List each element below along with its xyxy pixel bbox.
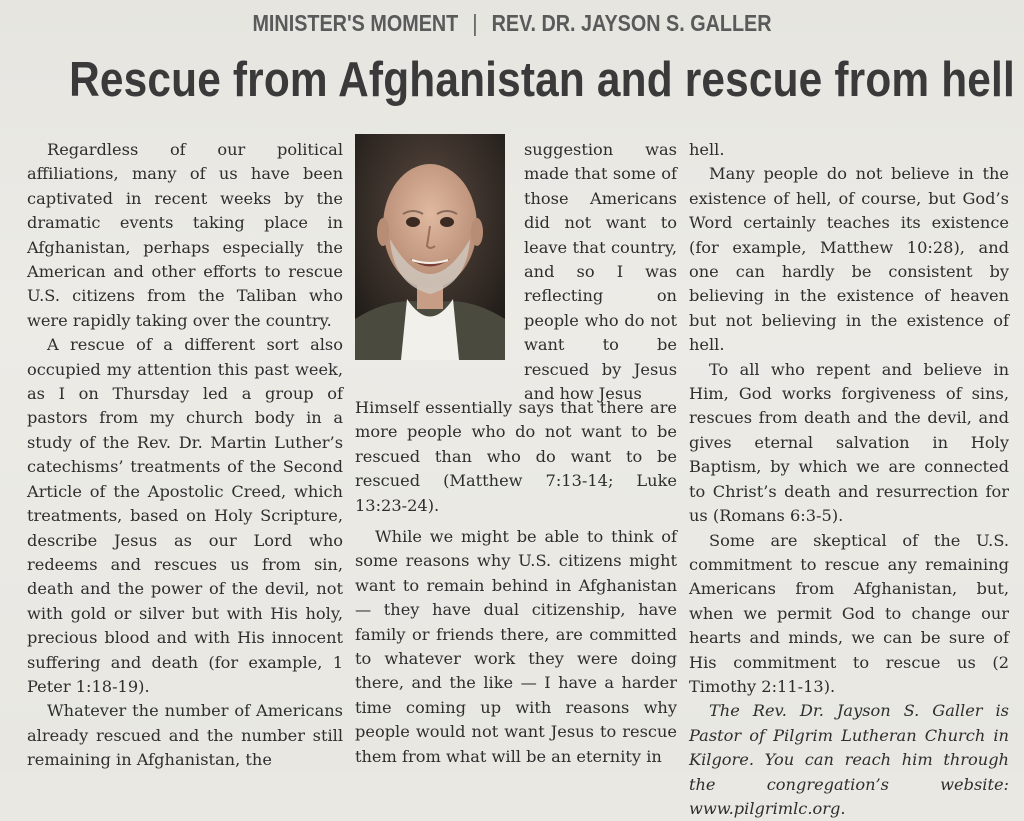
article-column-3 xyxy=(689,138,1009,821)
column-kicker xyxy=(72,10,953,37)
paragraph: Himself essentially says that there are more people who do not want to be rescued than who do want to be rescued (Matthew 7:13-14; Luke 13:23-24). xyxy=(355,398,677,515)
author-photo xyxy=(355,134,505,360)
article-column-1 xyxy=(27,138,343,773)
paragraph: Many people do not believe in the existence of hell, of course, but God’s Word certainly teaches its existence (for example, Matthew 10:28), and one can hardly be consistent by believing in the existence of heaven but not believing in the existence of hell. xyxy=(689,164,1009,355)
paragraph: hell. xyxy=(689,140,725,159)
paragraph: To all who repent and believe in Him, God works forgiveness of sins, rescues from death and the devil, and gives eternal salvation in Holy Baptism, by which we are connected to Christ’s death and resurrection for us (Romans 6:3-5). xyxy=(689,359,1009,526)
paragraph: A rescue of a different sort also occupied my attention this past week, as I on Thursday led a group of pastors from my church body in a study of the Rev. Dr. Martin Luther’s catechisms’ treatments of the Second Article of the Apostolic Creed, which treatments, based on Holy Scripture, describe Jesus as our Lord who redeems and rescues us from sin, death and the power of the devil, not with gold or silver but with His holy, precious blood and with His innocent suffering and death (for example, 1 Peter 1:18-19). xyxy=(27,335,343,696)
paragraph: While we might be able to think of some reasons why U.S. citizens might want to remain behind in Afghanistan — they have dual citizenship, have family or friends there, are committed to whatever work they were doing there, and the like — I have a harder time coming up with reasons why people would not want Jesus to rescue them from what will be an eternity in xyxy=(355,527,677,766)
paragraph: Some are skeptical of the U.S. commitment to rescue any remaining Americans from Afghanistan, but, when we permit God to change our hearts and minds, we can be sure of His commitment to rescue us (2 Timothy 2:11-13). xyxy=(689,530,1009,696)
article-headline: Rescue from Afghanistan and rescue from hell xyxy=(69,53,1015,107)
author-portrait-image xyxy=(355,134,505,360)
article-column-2 xyxy=(355,396,677,769)
column-2-wrap-text xyxy=(524,138,677,406)
paragraph: suggestion was made that some of those Americans did not want to leave that country, and so I was reflecting on people who do not want to be rescued by Jesus and how Jesus xyxy=(524,140,677,404)
author-name: REV. DR. JAYSON S. GALLER xyxy=(491,10,772,36)
kicker-separator: | xyxy=(472,10,478,36)
paragraph: Whatever the number of Americans already rescued and the number still remaining in Afghanistan, the xyxy=(27,701,343,770)
author-bio: The Rev. Dr. Jayson S. Galler is Pastor of Pilgrim Lutheran Church in Kilgore. You can reach him through the congregation’s website: www.pilgrimlc.org. xyxy=(689,701,1009,818)
paragraph: Regardless of our political affiliations, many of us have been captivated in recent weeks by the dramatic events taking place in Afghanistan, perhaps especially the American and other efforts to rescue U.S. citizens from the Taliban who were rapidly taking over the country. xyxy=(27,140,343,330)
column-name: MINISTER'S MOMENT xyxy=(252,10,459,36)
